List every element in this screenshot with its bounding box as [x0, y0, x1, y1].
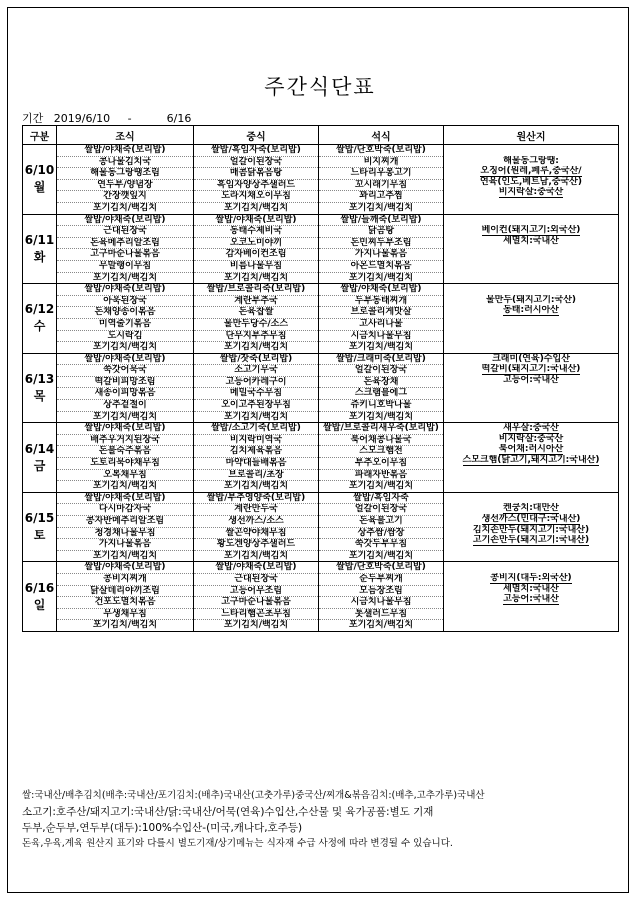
- breakfast-item: 콩나물김치국: [57, 157, 193, 169]
- breakfast-item: 도토리묵야채무침: [57, 458, 193, 470]
- dinner-item: 꽈리고추찜: [319, 191, 443, 203]
- breakfast-item: 청경채나물무침: [57, 528, 193, 540]
- dinner-item: 얼갈이된장국: [319, 504, 443, 516]
- origin-text: 새우살:중국산: [503, 423, 559, 434]
- origin-text: 고등어:국내산: [503, 594, 559, 605]
- dinner-item: 톳샐러드무침: [319, 609, 443, 621]
- origin-line: [444, 385, 618, 396]
- breakfast-item: 돈육메추리알조림: [57, 238, 193, 250]
- day-weekday: 화: [33, 249, 46, 264]
- breakfast-cell: [57, 492, 194, 562]
- dinner-cell: [319, 353, 444, 423]
- origin-line: [444, 493, 618, 504]
- dinner-item: 닭곰탕: [319, 226, 443, 238]
- origin-text: 세멸치:국내산: [503, 583, 559, 594]
- breakfast-item: 쌀밥/야채죽(보리밥): [57, 562, 193, 574]
- day-cell: [23, 562, 57, 632]
- day-row: [23, 492, 619, 562]
- lunch-item: 매콤닭볶음탕: [194, 168, 318, 180]
- origin-cell: [444, 353, 619, 423]
- header-breakfast: 조식: [57, 126, 194, 145]
- breakfast-item: 오복채무침: [57, 470, 193, 482]
- dinner-item: 쥬키니호박나물: [319, 400, 443, 412]
- breakfast-item: 쌀밥/야채죽(보리밥): [57, 423, 193, 435]
- breakfast-cell: [57, 145, 194, 215]
- origin-line: [444, 187, 618, 198]
- origin-text: 크래미(연육)수입산: [492, 353, 570, 364]
- breakfast-item: 떡갈비피망조림: [57, 377, 193, 389]
- day-date: 6/10: [24, 163, 55, 178]
- lunch-item: 쌀밥/브로콜리죽(보리밥): [194, 284, 318, 296]
- day-date: 6/14: [24, 441, 55, 456]
- day-date: 6/12: [24, 302, 55, 317]
- day-date: 6/11: [24, 232, 55, 247]
- origin-line: [444, 364, 618, 375]
- day-cell: [23, 423, 57, 493]
- lunch-item: 쌀밥/소고기죽(보리밥): [194, 423, 318, 435]
- lunch-item: 포기김치/백김치: [223, 620, 289, 631]
- origin-text: 콩비지(대두:외국산): [490, 572, 572, 583]
- origin-line: [444, 562, 618, 573]
- lunch-item: 포기김치/백김치: [223, 481, 289, 492]
- lunch-item: 쌀밥/흑임자죽(보리밥): [194, 145, 318, 157]
- breakfast-item: 아욱된장국: [57, 296, 193, 308]
- origin-line: [444, 166, 618, 177]
- day-row: [23, 353, 619, 423]
- dinner-item: 돈민찌두부조림: [319, 238, 443, 250]
- period-separator: -: [127, 112, 132, 125]
- breakfast-item: 무말랭이무침: [57, 261, 193, 273]
- breakfast-item: 간장깻잎지: [57, 191, 193, 203]
- origin-text: 스모크햄(닭고기,돼지고기:국내산): [462, 455, 600, 466]
- origin-line: [444, 246, 618, 257]
- breakfast-cell: [57, 423, 194, 493]
- dinner-item: 브로콜리게맛살: [319, 307, 443, 319]
- lunch-item: 김치제육볶음: [194, 446, 318, 458]
- origin-line: [444, 177, 618, 188]
- lunch-item: 단무지부추무침: [194, 331, 318, 343]
- origin-line: [444, 215, 618, 226]
- lunch-cell: [194, 353, 319, 423]
- breakfast-item: 콩자반메추리알조림: [57, 516, 193, 528]
- dinner-item: 스모크햄전: [319, 446, 443, 458]
- breakfast-item: 다시마감자국: [57, 504, 193, 516]
- day-cell: [23, 214, 57, 284]
- lunch-cell: [194, 562, 319, 632]
- breakfast-cell: [57, 214, 194, 284]
- lunch-item: 계란부추국: [194, 296, 318, 308]
- lunch-item: 오이고추된장무침: [194, 400, 318, 412]
- dinner-cell: [319, 423, 444, 493]
- origin-text: 세멸치:국내산: [503, 235, 559, 246]
- origin-text: 비지락살:중국산: [498, 433, 564, 444]
- breakfast-item: 미역줄기볶음: [57, 319, 193, 331]
- origin-text: 떡갈비(돼지고기:국내산): [481, 364, 581, 375]
- day-date: 6/15: [24, 511, 55, 526]
- lunch-item: 소고기무국: [194, 365, 318, 377]
- note-line: 돈육,우육,계육 원산지 표기와 다를시 별도기재/상기메뉴는 식자재 수급 사정에 따라 변경될 수 있습니다.: [22, 838, 453, 849]
- origin-line: [444, 225, 618, 236]
- lunch-item: 쌀곤약야채무침: [194, 528, 318, 540]
- dinner-item: 두부동태찌개: [319, 296, 443, 308]
- origin-text: 동태:러시아산: [503, 305, 559, 316]
- dinner-item: 쌀밥/브로콜리새우죽(보리밥): [319, 423, 443, 435]
- origin-cell: [444, 562, 619, 632]
- origin-line: [444, 156, 618, 167]
- lunch-item: 포기김치/백김치: [223, 272, 289, 283]
- breakfast-item: 새송이피망볶음: [57, 388, 193, 400]
- origin-line: [444, 584, 618, 595]
- origin-line: [444, 466, 618, 477]
- breakfast-item: 상추겉절이: [57, 400, 193, 412]
- day-weekday: 목: [33, 388, 46, 403]
- breakfast-cell: [57, 284, 194, 354]
- origin-line: [444, 605, 618, 616]
- lunch-item: 포기김치/백김치: [223, 202, 289, 213]
- dinner-cell: [319, 562, 444, 632]
- lunch-cell: [194, 214, 319, 284]
- lunch-item: 포기김치/백김치: [223, 550, 289, 561]
- breakfast-item: 쌀밥/야채죽(보리밥): [57, 493, 193, 505]
- origin-line: [444, 434, 618, 445]
- dinner-item: 포기김치/백김치: [348, 342, 414, 353]
- note-line: 두부,순두부,연두부(대두):100%수입산-(미국,캐나다,호주등): [22, 822, 303, 834]
- origin-line: [444, 514, 618, 525]
- lunch-item: 계란만두국: [194, 504, 318, 516]
- origin-line: [444, 354, 618, 365]
- origin-line: [444, 503, 618, 514]
- dinner-item: 스크램블에그: [319, 388, 443, 400]
- dinner-item: 돈육장채: [319, 377, 443, 389]
- day-row: [23, 145, 619, 215]
- dinner-item: 쌀밥/단호박죽(보리밥): [319, 145, 443, 157]
- lunch-item: 비름나물무침: [194, 261, 318, 273]
- day-cell: [23, 492, 57, 562]
- dinner-item: 포기김치/백김치: [348, 272, 414, 283]
- period-start: 2019/6/10: [53, 112, 111, 125]
- origin-line: [444, 268, 618, 279]
- origin-text: 생선까스(민대구:국내산): [481, 514, 581, 524]
- lunch-item: 고구마순나물볶음: [194, 597, 318, 609]
- origin-line: [444, 615, 618, 626]
- origin-cell: [444, 145, 619, 215]
- dinner-item: 고사리나물: [319, 319, 443, 331]
- dinner-item: 파래자반볶음: [319, 470, 443, 482]
- dinner-item: 포기김치/백김치: [348, 481, 414, 492]
- origin-line: [444, 305, 618, 316]
- lunch-item: 황도겐양상추샐러드: [194, 539, 318, 551]
- origin-text: 물만두(돼지고기:국산): [485, 294, 577, 305]
- dinner-item: 가지나물볶음: [319, 249, 443, 261]
- breakfast-item: 돈채양송이볶음: [57, 307, 193, 319]
- note-line: 쌀:국내산/배추김치(배추:국내산/포기김치:(배추)국내산(고춧가루)중국산/찌개&볶음김치:(배추,고추가루)국내산: [22, 790, 485, 801]
- day-cell: [23, 145, 57, 215]
- origin-line: [444, 476, 618, 487]
- lunch-item: 고등어무조림: [194, 586, 318, 598]
- dinner-item: 느타리우봉고기: [319, 168, 443, 180]
- origin-line: [444, 375, 618, 386]
- day-cell: [23, 284, 57, 354]
- origin-cell: [444, 423, 619, 493]
- day-row: [23, 562, 619, 632]
- lunch-item: 포기김치/백김치: [223, 411, 289, 422]
- lunch-item: 쌀밥/야채죽(보리밥): [194, 215, 318, 227]
- lunch-item: 돈육찹쌀: [194, 307, 318, 319]
- notes: [22, 788, 485, 852]
- day-row: [23, 423, 619, 493]
- breakfast-item: 닭살데리야끼조림: [57, 586, 193, 598]
- day-weekday: 금: [33, 458, 46, 473]
- dinner-item: 포기김치/백김치: [348, 620, 414, 631]
- dinner-item: 쌀밥/들깨죽(보리밥): [319, 215, 443, 227]
- lunch-item: 동태수제비국: [194, 226, 318, 238]
- origin-line: [444, 546, 618, 557]
- lunch-item: 도라지채오이무침: [194, 191, 318, 203]
- period-line: [22, 110, 191, 126]
- dinner-cell: [319, 145, 444, 215]
- origin-line: [444, 316, 618, 327]
- breakfast-item: 쑥갓어묵국: [57, 365, 193, 377]
- dinner-item: 쌀밥/크래미죽(보리밥): [319, 354, 443, 366]
- dinner-item: 상추쌈/쌈장: [319, 528, 443, 540]
- origin-line: [444, 423, 618, 434]
- dinner-cell: [319, 284, 444, 354]
- lunch-item: 포기김치/백김치: [223, 342, 289, 353]
- origin-text: 켄쿵치:대만산: [503, 503, 559, 514]
- breakfast-item: 배추우거지된장국: [57, 435, 193, 447]
- dinner-item: 순두부찌개: [319, 574, 443, 586]
- breakfast-item: 콩비지찌개: [57, 574, 193, 586]
- day-weekday: 수: [33, 319, 46, 334]
- origin-cell: [444, 492, 619, 562]
- lunch-item: 오코노미야끼: [194, 238, 318, 250]
- note-line: 소고기:호주산/돼지고기:국내산/닭:국내산/어묵(연육)수입산,수산물 및 육가공품:별도 기재: [22, 806, 434, 818]
- lunch-cell: [194, 145, 319, 215]
- day-weekday: 토: [33, 528, 46, 543]
- breakfast-item: 가지나물볶음: [57, 539, 193, 551]
- origin-line: [444, 407, 618, 418]
- origin-line: [444, 337, 618, 348]
- lunch-cell: [194, 423, 319, 493]
- dinner-item: 쌀밥/야채죽(보리밥): [319, 284, 443, 296]
- lunch-item: 생선까스/소스: [194, 516, 318, 528]
- lunch-item: 쌀밥/야채죽(보리밥): [194, 562, 318, 574]
- origin-cell: [444, 284, 619, 354]
- origin-line: [444, 396, 618, 407]
- origin-text: 북어채:러시아산: [498, 444, 564, 455]
- breakfast-item: 포기김치/백김치: [92, 342, 158, 353]
- breakfast-item: 포기김치/백김치: [92, 272, 158, 283]
- day-weekday: 월: [33, 180, 46, 195]
- dinner-item: 아몬드멸치볶음: [319, 261, 443, 273]
- dinner-item: 얼갈이된장국: [319, 365, 443, 377]
- origin-text: 오징어(원레,페루,중국산/: [480, 166, 582, 177]
- dinner-item: 시금치나물무침: [319, 597, 443, 609]
- period-end: 6/16: [166, 112, 192, 125]
- day-row: [23, 214, 619, 284]
- lunch-item: 흑임자양상추샐러드: [194, 180, 318, 192]
- breakfast-item: 무생채무침: [57, 609, 193, 621]
- breakfast-item: 고구마순나물볶음: [57, 249, 193, 261]
- breakfast-item: 쌀밥/야채죽(보리밥): [57, 215, 193, 227]
- menu-table: [22, 125, 619, 632]
- origin-line: [444, 525, 618, 536]
- header-origin: 원산지: [444, 126, 619, 145]
- breakfast-item: 포기김치/백김치: [92, 202, 158, 213]
- dinner-item: 꼬시래기무침: [319, 180, 443, 192]
- lunch-item: 쌀밥/부추영양죽(보리밥): [194, 493, 318, 505]
- dinner-item: 쌀밥/단호박죽(보리밥): [319, 562, 443, 574]
- dinner-item: 부추오이무침: [319, 458, 443, 470]
- lunch-item: 메밀국수무침: [194, 388, 318, 400]
- dinner-item: 북어채콩나물국: [319, 435, 443, 447]
- lunch-item: 고등어카레구이: [194, 377, 318, 389]
- lunch-item: 브로콜리/초장: [194, 470, 318, 482]
- breakfast-item: 쌀밥/야채죽(보리밥): [57, 284, 193, 296]
- dinner-item: 포기김치/백김치: [348, 411, 414, 422]
- origin-line: [444, 594, 618, 605]
- breakfast-item: 포기김치/백김치: [92, 550, 158, 561]
- day-date: 6/13: [24, 371, 55, 386]
- day-weekday: 일: [33, 597, 46, 612]
- origin-text: 연육(인도,베트남,중국산): [479, 176, 582, 187]
- header-lunch: 중식: [194, 126, 319, 145]
- breakfast-item: 해물동그랑땡조림: [57, 168, 193, 180]
- breakfast-item: 쌀밥/야채죽(보리밥): [57, 145, 193, 157]
- dinner-item: 시금치나물무침: [319, 331, 443, 343]
- menu-body: [23, 145, 619, 632]
- period-label: 기간: [22, 112, 44, 125]
- breakfast-cell: [57, 353, 194, 423]
- breakfast-item: 건포도멸치볶음: [57, 597, 193, 609]
- origin-cell: [444, 214, 619, 284]
- origin-text: 베이컨(돼지고기:외국산): [481, 225, 581, 236]
- origin-text: 해물동그랑땡:: [503, 155, 559, 166]
- breakfast-item: 포기김치/백김치: [92, 411, 158, 422]
- dinner-item: 돈육불고기: [319, 516, 443, 528]
- origin-line: [444, 236, 618, 247]
- dinner-item: 비지찌개: [319, 157, 443, 169]
- lunch-cell: [194, 492, 319, 562]
- origin-text: 김치손만두(돼지고기:국내산): [472, 524, 590, 535]
- origin-line: [444, 145, 618, 156]
- dinner-item: 포기김치/백김치: [348, 550, 414, 561]
- lunch-item: 마약대들배볶음: [194, 458, 318, 470]
- origin-line: [444, 444, 618, 455]
- origin-text: 비지락살:중국산: [498, 187, 564, 198]
- origin-line: [444, 455, 618, 466]
- day-cell: [23, 353, 57, 423]
- page-title: 주간식단표: [264, 75, 376, 99]
- header-dinner: 석식: [319, 126, 444, 145]
- lunch-item: 비지락미역국: [194, 435, 318, 447]
- breakfast-item: 쌀밥/야채죽(보리밥): [57, 354, 193, 366]
- header-category: 구분: [23, 126, 57, 145]
- origin-line: [444, 284, 618, 295]
- origin-line: [444, 573, 618, 584]
- lunch-item: 쌀밥/잣죽(보리밥): [194, 354, 318, 366]
- origin-line: [444, 257, 618, 268]
- breakfast-cell: [57, 562, 194, 632]
- dinner-item: 쑥갓두부무침: [319, 539, 443, 551]
- lunch-item: 물만두당수/소스: [194, 319, 318, 331]
- dinner-item: 포기김치/백김치: [348, 202, 414, 213]
- breakfast-item: 돈불숙주볶음: [57, 446, 193, 458]
- origin-line: [444, 198, 618, 209]
- origin-line: [444, 327, 618, 338]
- header-row: [23, 126, 619, 145]
- lunch-item: 얼갈이된장국: [194, 157, 318, 169]
- origin-line: [444, 535, 618, 546]
- lunch-item: 근대된장국: [194, 574, 318, 586]
- breakfast-item: 포기김치/백김치: [92, 481, 158, 492]
- day-row: [23, 284, 619, 354]
- breakfast-item: 포기김치/백김치: [92, 620, 158, 631]
- dinner-cell: [319, 214, 444, 284]
- breakfast-item: 도시락김: [57, 331, 193, 343]
- breakfast-item: 근대된장국: [57, 226, 193, 238]
- dinner-cell: [319, 492, 444, 562]
- lunch-item: 느타리햄곤초무침: [194, 609, 318, 621]
- origin-line: [444, 295, 618, 306]
- origin-text: 고등어:국내산: [503, 374, 559, 385]
- day-date: 6/16: [24, 580, 55, 595]
- lunch-cell: [194, 284, 319, 354]
- lunch-item: 감자베이컨조림: [194, 249, 318, 261]
- origin-text: 고기손만두(돼지고기:국내산): [472, 535, 590, 546]
- dinner-item: 쌀밥/흑임자죽: [319, 493, 443, 505]
- breakfast-item: 연두부/양념장: [57, 180, 193, 192]
- dinner-item: 모듬장조림: [319, 586, 443, 598]
